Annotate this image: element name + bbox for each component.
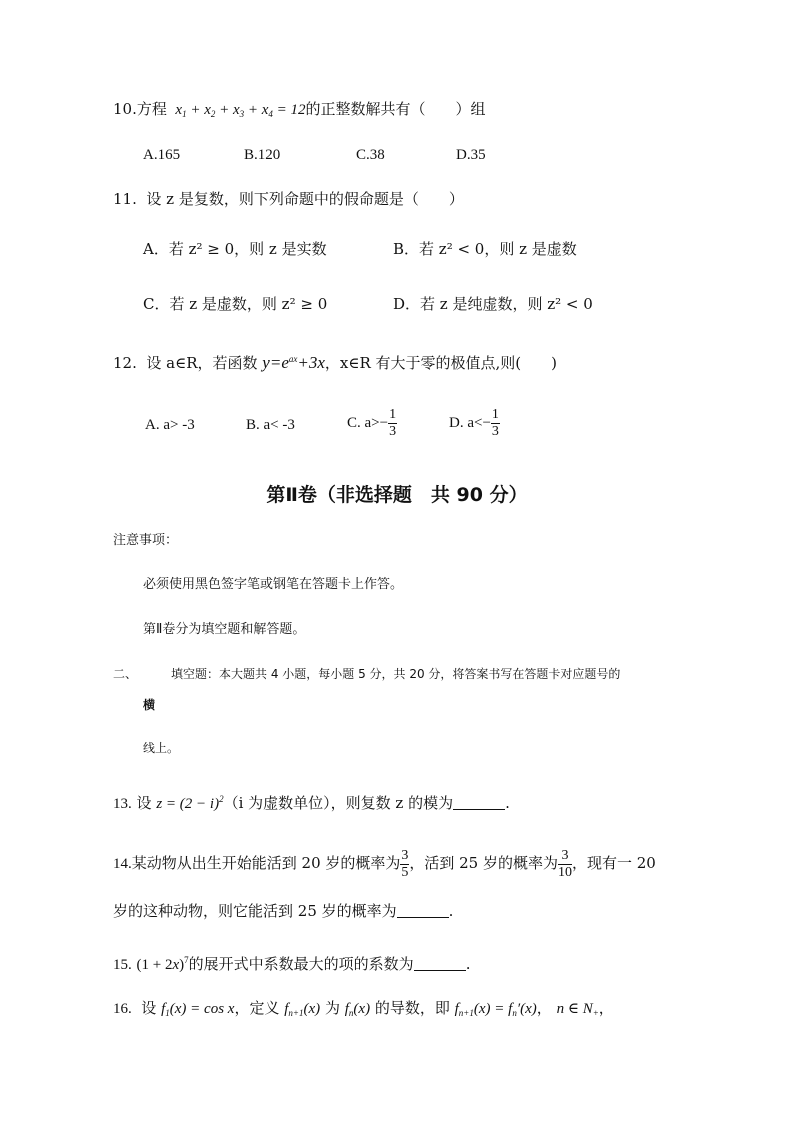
- q14-line-2-text: 岁的这种动物，则它能活到 25 岁的概率为: [113, 902, 397, 920]
- q10-option-b: B.120: [244, 147, 281, 163]
- q16-fn1: $f_{n+1}(x)$: [284, 1001, 321, 1018]
- q14-number: 14.: [113, 856, 132, 872]
- q14-text-b: ，活到 25 岁的概率为: [409, 854, 558, 872]
- q11-stem: 设 z 是复数，则下列命题中的假命题是（ ）: [146, 190, 464, 208]
- q16-domain: n ∈ $N_+$: [556, 1001, 599, 1018]
- q12-option-c-fraction: [388, 407, 397, 440]
- q12-option-d: [449, 403, 500, 443]
- q16-text-c: 为: [320, 999, 345, 1017]
- notice-1: 必须使用黑色签字笔或钢笔在答题卡上作答。: [143, 577, 404, 592]
- q11-option-b: B．若 z² < 0，则 z 是虚数: [393, 240, 577, 258]
- q15-number: 15.: [113, 957, 132, 973]
- q12-d-denominator: 3: [491, 424, 499, 440]
- q11-option-c: C．若 z 是虚数，则 z² ≥ 0: [143, 295, 328, 313]
- q12-c-denominator: 3: [389, 424, 397, 440]
- q12-option-a: A. a> -3: [145, 417, 195, 433]
- notice-label: 注意事项：: [113, 533, 179, 548]
- q10-option-a: A.165: [143, 147, 181, 163]
- q16-fn: $f_n(x)$: [344, 1001, 371, 1018]
- q12-c-numerator: 1: [389, 407, 397, 423]
- question-12: [113, 349, 557, 373]
- q12-option-c-text: C. a>−: [347, 415, 389, 431]
- q14-f1-numerator: 3: [401, 847, 409, 863]
- section-2-text: 填空题：本大题共 4 小题，每小题 5 分，共 20 分，将答案书写在答题卡对应题号的: [171, 667, 621, 681]
- question-10: [113, 99, 486, 124]
- q14-text-a: 某动物从出生开始能活到 20 岁的概率为: [131, 854, 401, 872]
- q13-text-b: （i 为虚数单位），则复数 z 的模为: [223, 794, 454, 812]
- q14-f2-denominator: 10: [558, 864, 572, 880]
- q15-answer-blank: [414, 956, 466, 971]
- question-14: [113, 843, 656, 884]
- q10-option-c: C.38: [356, 147, 385, 163]
- q12-stem-a: 设 a∈R，若函数: [146, 354, 263, 372]
- q13-number: 13.: [113, 796, 132, 812]
- q13-answer-blank: [453, 795, 505, 810]
- question-15: [113, 950, 470, 975]
- q16-number: 16.: [113, 1001, 132, 1017]
- q12-d-numerator: 1: [491, 407, 499, 423]
- q13-formula: $z = (2 - i)^2$: [156, 794, 224, 812]
- q16-text-d: 的导数，即: [370, 999, 455, 1017]
- part-2-title: 第Ⅱ卷（非选择题 共 90 分）: [266, 484, 528, 506]
- question-13: [113, 789, 510, 814]
- q14-answer-blank: [397, 903, 449, 918]
- q10-option-d: D.35: [456, 147, 486, 163]
- section-2-cont-2: 线上。: [143, 741, 180, 755]
- q14-fraction-2: [558, 848, 572, 881]
- q16-text-b: ，定义: [234, 999, 285, 1017]
- q15-formula: $(1 + 2x)^7$: [136, 955, 189, 973]
- question-11: [113, 189, 464, 209]
- question-16: 16. 设 $f_1(x) = \cos x$，定义 $f_{n+1}(x)$ 为 $f_n(x)$ 的导数，即 $f_{n+1}(x) = f_n'(x)$， n ∈ $N_+$，: [113, 999, 614, 1018]
- section-2-cont-1: 横: [143, 698, 156, 712]
- q10-prefix: 方程: [136, 100, 167, 118]
- q12-option-d-fraction: [491, 407, 500, 440]
- section-2-number: 二、: [113, 667, 138, 681]
- q15-text: 的展开式中系数最大的项的系数为: [188, 955, 414, 973]
- q12-stem-b: ，x∈R 有大于零的极值点,则( ): [324, 354, 558, 372]
- q13-end: .: [505, 794, 510, 812]
- q10-suffix: 的正整数解共有（ ）组: [305, 100, 486, 118]
- q13-text-a: 设: [136, 794, 157, 812]
- q16-derivative-formula: $f_{n+1}(x) = f_n'(x)$: [454, 1001, 537, 1018]
- q14-text-c: ，现有一 20: [572, 854, 656, 872]
- q11-number: 11.: [113, 190, 137, 208]
- q14-f2-numerator: 3: [558, 848, 572, 865]
- q11-option-a: A．若 z² ≥ 0，则 z 是实数: [143, 240, 327, 258]
- q12-option-c: [347, 403, 397, 443]
- question-14-line-2: [113, 901, 453, 921]
- q10-equation: $x_1 + x_2 + x_3 + x_4 = 12$: [171, 102, 306, 119]
- notice-2: 第Ⅱ卷分为填空题和解答题。: [143, 622, 306, 637]
- q12-option-d-text: D. a<−: [449, 415, 491, 431]
- q12-function: $y=e^{ax}+3x$: [262, 353, 325, 372]
- q15-end: .: [465, 955, 471, 973]
- q16-def-f1: $f_1(x) = \cos x$: [161, 1001, 235, 1018]
- q14-f1-denominator: 5: [401, 864, 409, 880]
- q14-end: .: [448, 902, 454, 920]
- q12-number: 12.: [113, 354, 137, 372]
- q16-text-a: 设: [141, 999, 162, 1017]
- q16-text-e: ，: [536, 999, 552, 1017]
- q11-option-d: D．若 z 是纯虚数，则 z² < 0: [393, 295, 593, 313]
- q10-number: 10.: [113, 100, 137, 118]
- q12-option-b: B. a< -3: [246, 417, 295, 433]
